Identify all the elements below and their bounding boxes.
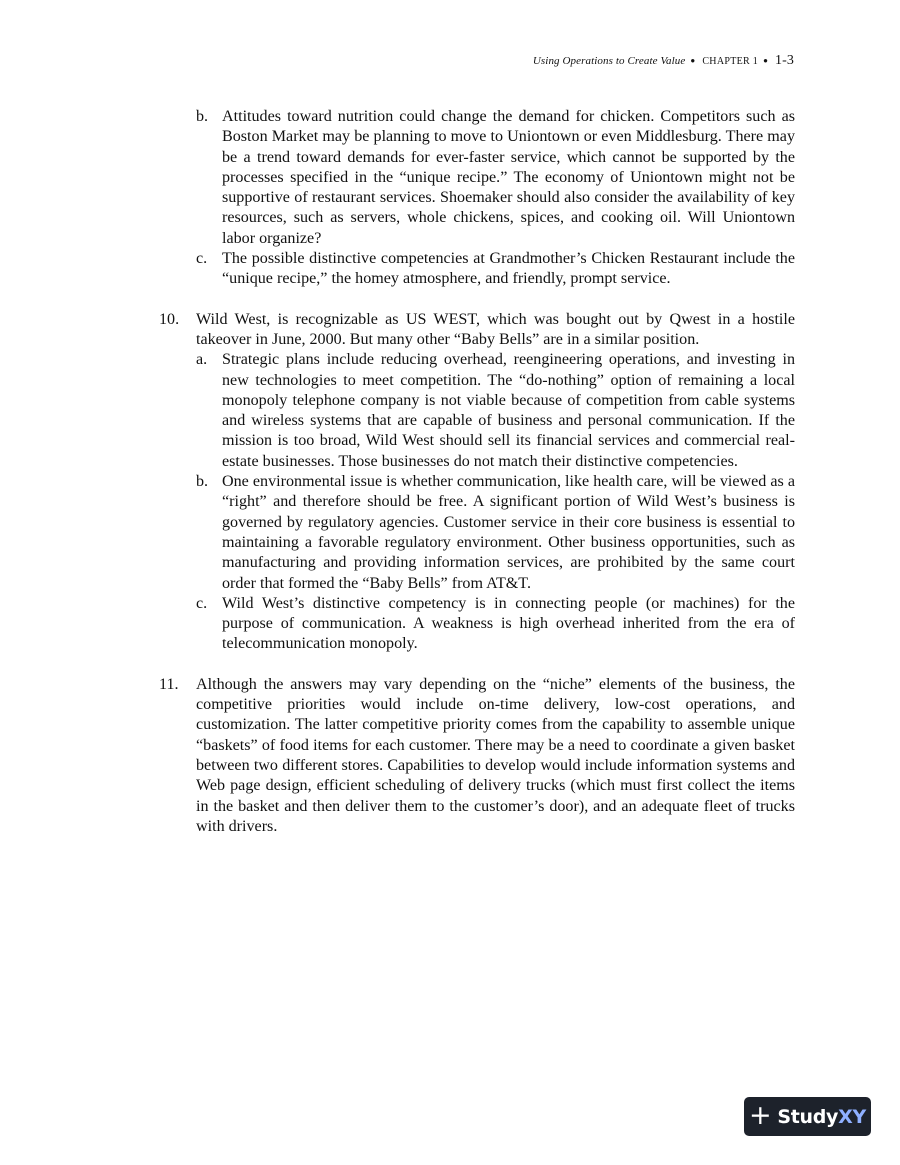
brand-name [777,1106,866,1128]
subitem-text: The possible distinctive competencies at Grandmother’s Chicken Restaurant include the “unique recipe,” the homey atmosphere, and friendly, prompt service. [222,250,795,288]
subitem-letter: c. [196,250,208,268]
subitem-letter: b. [196,108,209,125]
subitem-c-continued [196,249,795,290]
subitem-text: One environmental issue is whether communication, like health care, will be viewed as a “right” and therefore should be free. A significant portion of Wild West’s business is governed by regulatory agencies. Customer service in their core business is essential to maintaining a favorable regulatory environment. Other business opportunities, such as manufacturing and providing information services, are prohibited by the same court order that formed the “Baby Bells” from AT&T. [222,473,795,592]
subitem-text: Strategic plans include reducing overhead, reengineering operations, and investing in new technologies to meet competition. The “do-nothing” option of remaining a local monopoly telephone company is not viable because of competition from cable systems and wireless systems that are capable of business and personal communication. If the mission is too broad, Wild West should sell its financial services and commercial real-estate businesses. Those businesses do not match their distinctive competencies. [222,351,795,470]
page-number: 1-3 [775,53,794,68]
subitem-text: Attitudes toward nutrition could change the demand for chicken. Competitors such as Boston Market may be planning to move to Uniontown or even Middlesburg. There may be a trend toward demands for ever-faster service, which cannot be supported by the processes specified in the “unique recipe.” The economy of Uniontown might not be supportive of restaurant services. Shoemaker should also consider the availability of key resources, such as servers, whole chickens, spices, and cooking oil. Will Uniontown labor organize? [222,108,795,247]
subitem-letter: a. [196,351,208,369]
subitem-b-continued [196,107,795,249]
question-10 [155,310,795,655]
header-bullet: ● [690,56,696,65]
chapter-label: CHAPTER 1 [702,56,759,67]
item-text: Although the answers may vary depending on the “niche” elements of the business, the competitive priorities would include on-time delivery, low-cost operations, and customization. The latter competitive priority comes from the capability to assemble unique “baskets” of food items for each customer. There may be a need to coordinate a given basket between two different stores. Capabilities to develop would include information systems and Web page design, efficient scheduling of delivery trucks (which must first collect the items in the basket and then deliver them to the customer’s door), and an adequate fleet of trucks with drivers. [196,675,795,835]
plus-icon: + [749,1100,772,1131]
page-body [155,107,795,837]
item-number: 10. [159,310,180,328]
subitem-text: Wild West’s distinctive competency is in connecting people (or machines) for the purpose of communication. A weakness is high overhead inherited from the era of telecommunication monopoly. [222,594,795,653]
subitem-a [196,350,795,472]
header-bullet: ● [763,56,769,65]
running-header [533,53,794,69]
studyxy-logo-badge[interactable] [744,1097,871,1136]
subitem-letter: b. [196,473,209,491]
running-title: Using Operations to Create Value [532,55,686,67]
question-11 [155,675,795,837]
subitem-letter: c. [196,594,208,612]
continued-subitems [155,107,795,290]
item-text: Wild West, is recognizable as US WEST, which was bought out by Qwest in a hostile takeover in June, 2000. But many other “Baby Bells” are in a similar position. [196,310,795,348]
brand-name-main: Study [777,1105,839,1128]
brand-name-accent: XY [838,1105,866,1128]
subitem-c [196,594,795,655]
item-number: 11. [159,675,179,693]
subitem-b [196,472,795,594]
